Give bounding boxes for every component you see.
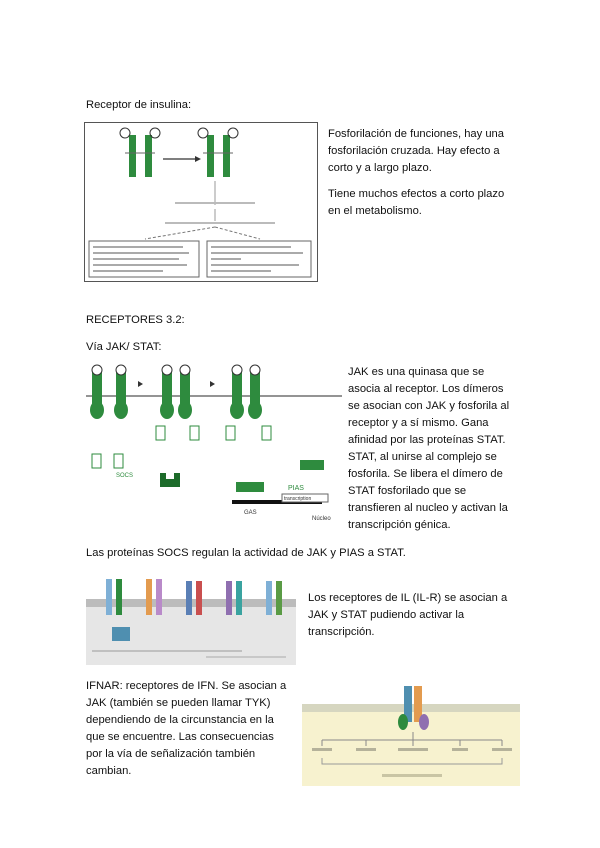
insulin-receptor-figure xyxy=(84,122,318,282)
il-description: Los receptores de IL (IL-R) se asocian a JAK y STAT pudiendo activar la transcripción. xyxy=(308,592,508,638)
insulin-paragraph-2: Tiene muchos efectos a corto plazo en el metabolismo. xyxy=(328,188,505,217)
jak-description: JAK es una quinasa que se asocia al receptor. Los dímeros se asocian con JAK y fosforila al receptor y a sí mismo. Gana afinidad por las proteínas STAT. STAT, al unirse al complejo se fosforila. Se libera el dímero de STAT fosforilado que se transfieren al nucleo y activan la transcripción génica. xyxy=(348,366,510,531)
insulin-paragraph-1: Fosforilación de funciones, hay una fosforilación cruzada. Hay efecto a corto y a largo plazo. xyxy=(328,128,505,174)
ifnar-description: IFNAR: receptores de IFN. Se asocian a JAK (también se pueden llamar TYK) dependiendo de la circunstancia en la que se encuentre. Las consecuencias por la vía de señalización también cambian. xyxy=(86,680,287,777)
insulin-receptor-left xyxy=(120,128,160,177)
jak-socs-label: SOCS xyxy=(116,473,134,479)
ifnar-figure xyxy=(302,682,520,786)
jak-nucleus-label: Núcleo xyxy=(312,516,331,522)
jak-gas-label: GAS xyxy=(244,510,257,516)
socs-text: Las proteínas SOCS regulan la actividad de JAK y PIAS a STAT. xyxy=(86,547,406,559)
jak-pias-label: PIAS xyxy=(288,485,304,492)
jak-stat-subheading: Vía JAK/ STAT: xyxy=(86,341,162,353)
il-receptor-figure xyxy=(86,571,306,669)
jak-stat-figure xyxy=(86,364,342,532)
insulin-receptor-right xyxy=(198,128,238,177)
jak-transcription-label: transcription xyxy=(284,496,312,502)
receptores-heading: RECEPTORES 3.2: xyxy=(86,314,185,326)
insulin-heading: Receptor de insulina: xyxy=(86,99,192,111)
